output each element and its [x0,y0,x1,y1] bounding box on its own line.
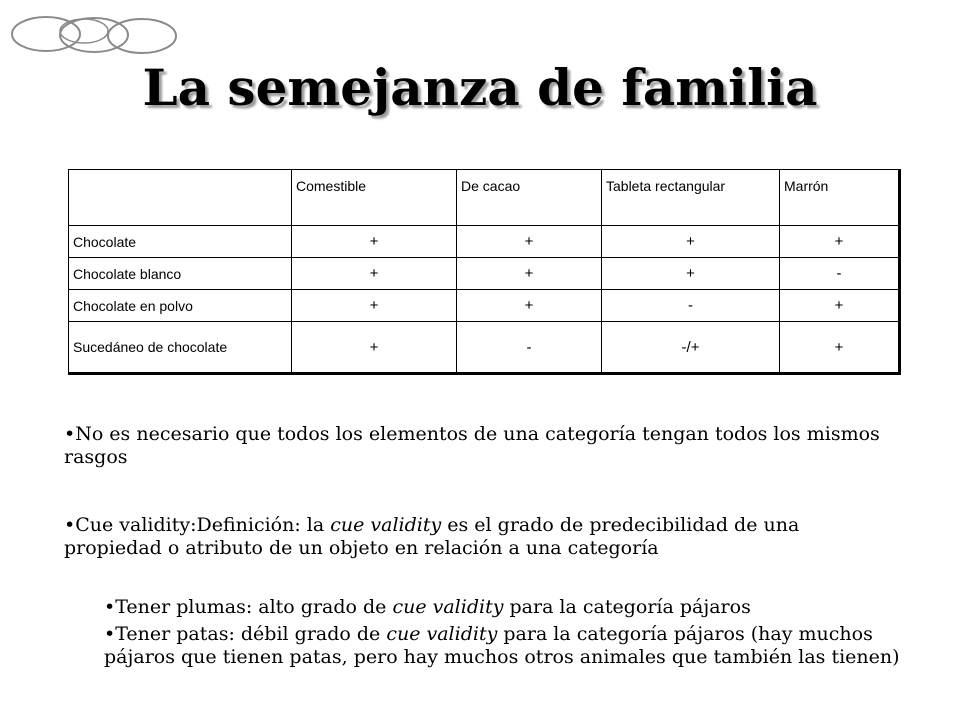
table-cell: + [292,258,457,290]
table-cell: + [780,290,900,322]
table-cell: + [780,226,900,258]
row-label: Chocolate en polvo [69,290,292,322]
bullet-text: •Cue validity:Definición: la [64,514,331,536]
bullet-family-resemblance [64,423,894,469]
sub-bullet-patas [104,623,904,669]
bullet-text: •No es necesario que todos los elementos de una categoría tengan todos los mismos rasgos [64,423,880,468]
row-label: Chocolate blanco [69,258,292,290]
table-cell: - [780,258,900,290]
bullet-cue-validity-definition [64,514,894,560]
emphasis-term: cue validity [392,596,504,618]
bullet-text: •Tener patas: débil grado de [104,623,387,645]
table-row [69,322,900,374]
table-cell: + [457,290,602,322]
emphasis-term: cue validity [386,623,498,645]
table-cell: - [602,290,780,322]
table-header-row [69,170,900,226]
table-cell: + [602,226,780,258]
table-cell: + [292,226,457,258]
sub-bullet-plumas [104,596,904,619]
emphasis-term: cue validity [330,514,442,536]
slide-title: La semejanza de familia [142,58,818,117]
table-cell: + [602,258,780,290]
header-cell-tableta: Tableta rectangular [602,170,780,226]
bullet-text: para la categoría pájaros (hay muchos pájaros que tienen patas, pero hay muchos otros animales que también las tienen) [104,623,900,668]
header-cell-comestible: Comestible [292,170,457,226]
table-cell: + [292,290,457,322]
header-cell-marron: Marrón [780,170,900,226]
table-row [69,226,900,258]
bullet-text: •Tener plumas: alto grado de [104,596,393,618]
header-cell-empty [69,170,292,226]
bullet-text: es el grado de predecibilidad de una propiedad o atributo de un objeto en relación a una categoría [64,514,800,559]
feature-table [68,169,901,375]
table-row [69,258,900,290]
row-label: Sucedáneo de chocolate [69,322,292,374]
table-cell: - [457,322,602,374]
table-cell: + [457,258,602,290]
table-cell: + [780,322,900,374]
table-row [69,290,900,322]
row-label: Chocolate [69,226,292,258]
table-cell: + [457,226,602,258]
table-cell: + [292,322,457,374]
header-cell-de-cacao: De cacao [457,170,602,226]
bullet-text: para la categoría pájaros [503,596,751,618]
table-cell: -/+ [602,322,780,374]
